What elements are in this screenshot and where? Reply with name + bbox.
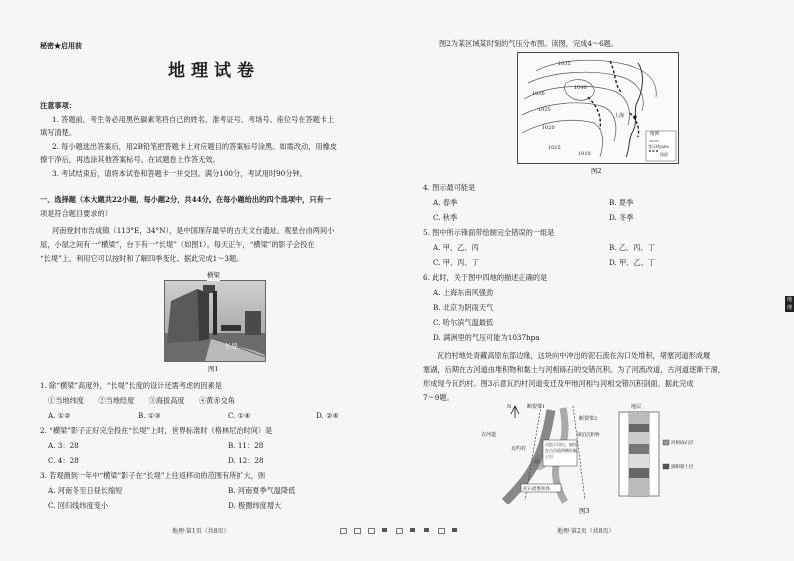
notes-line: 1. 答题前，考生务必用黑色碳素笔将自己的姓名、准考证号、考场号、座位号在答题卡上 [52, 115, 335, 124]
figure3-caption: 图3 [579, 507, 590, 515]
intro-line: 图2为某区域某时刻的气压分布图。读图，完成4～6题。 [439, 39, 619, 48]
notes-heading: 注意事项： [40, 101, 76, 110]
isobar-label: 1035 [558, 61, 571, 67]
question-6-option-a[interactable]: A. 上海东南风强劲 [433, 288, 494, 297]
site-jia-label: 甲 [535, 460, 541, 466]
side-subject-tab: 地理 [786, 297, 792, 311]
question-5-option-d[interactable]: D. 甲、乙、丁 [609, 258, 656, 267]
passage-line: 屋，小屋之间有一“横梁”，台下有一“长堤”（如图1）。每天正午，“横梁”的影子会投在 [40, 240, 315, 249]
village-label: 瓦约村 [511, 446, 527, 452]
question-4-option-c[interactable]: C. 秋季 [433, 213, 458, 222]
footer-page-number: 地理·第2页（共8页） [557, 528, 615, 535]
old-river-label: 古河道 [481, 432, 497, 438]
passage2-line: 瓦约村地处青藏高原东部边缘，这块向中冲出的泥石流在沟口处堆积，堵塞河道形成堰 [437, 351, 711, 360]
legend-clay: 湖相黏土层 [671, 465, 694, 470]
question-1-items: ①当地纬度 ②当地经度 ③海拔高度 ④黄赤交角 [48, 396, 235, 405]
question-5-option-a[interactable]: A. 甲、乙、丙 [433, 243, 479, 252]
divider-square [354, 528, 361, 534]
question-3-option-a[interactable]: A. 河南冬至日昼长缩短 [48, 486, 123, 495]
label-hengliang: 横梁 [207, 271, 220, 279]
footer-page-number: 地理·第1页（共8页） [172, 528, 230, 535]
debris-flow-label: 泥石流堆积体 [523, 487, 550, 492]
figure2-pressure-map [517, 52, 679, 164]
isobar-label: 1030 [532, 91, 545, 97]
question-1-stem: 1. 除“横梁”高度外，“长堤”长度的设计还需考虑的因素是 [40, 381, 222, 390]
question-3-option-c[interactable]: C. 回归线纬度变小 [48, 501, 109, 510]
passage-line: 河南登封市告成镇（113°E，34°N），是中国现存最早的古天文台遗址。观星台由两间小 [52, 226, 335, 235]
isobar-label: 1025 [538, 107, 551, 113]
question-2-option-a[interactable]: A. 3：28 [48, 441, 79, 450]
question-3-stem: 3. 若观测到一年中“横梁”影子在“长堤”上往返移动的范围有所扩大，则 [40, 471, 266, 480]
fault-2-label: 断裂带2 [579, 416, 598, 422]
legend-isobar: 等压线/hPa [648, 144, 669, 149]
isobar-label: 1040 [574, 85, 587, 91]
question-4-option-d[interactable]: D. 冬季 [609, 213, 634, 222]
fault-1-label: 断裂带1 [527, 404, 546, 410]
right-page [397, 0, 794, 561]
figure3 [481, 404, 697, 504]
legend-title: 图例 [650, 132, 659, 137]
question-1-option-a[interactable]: A. ①② [48, 411, 71, 420]
exam-title: 地理试卷 [168, 61, 260, 81]
question-2-stem: 2. “横梁”影子正好完全投在“长堤”上时，世界标准时（格林尼治时间）是 [40, 426, 273, 435]
label-changdi: 长堤 [225, 342, 238, 350]
question-6-option-c[interactable]: C. 哈尔滨气温最低 [433, 318, 494, 327]
section-heading-cont: 项是符合题目要求的） [40, 209, 112, 218]
divider-square [368, 528, 375, 534]
passage-line: “长堤”上，利用它可以按时和了解四季变化。据此完成1～3题。 [40, 254, 244, 263]
incision-note: 河流下切后，披挂在古河道两侧的黏土层 [545, 442, 577, 459]
notes-line: 擦干净后，再选涂其他答案标号。在试题卷上作答无效。 [40, 155, 220, 164]
isobar-label: 1015 [548, 145, 561, 151]
question-6-option-b[interactable]: B. 北京为阴雨天气 [433, 303, 494, 312]
question-2-option-d[interactable]: D. 12：28 [228, 456, 264, 465]
question-1-option-c[interactable]: C. ①④ [228, 411, 251, 420]
legend-gravel: 河相砾石层 [671, 441, 694, 446]
figure1-photo [164, 271, 266, 362]
observatory-illustration [165, 281, 265, 361]
figure2-caption: 图2 [591, 167, 602, 175]
notes-line: 2. 每小题选出答案后，用2B铅笔把答题卡上对应题目的答案标号涂黑。如需改动，用橡皮 [52, 142, 337, 151]
question-6-stem: 6. 此时，关于图中四地的描述正确的是 [423, 273, 548, 282]
lake-sediment-label: 湖泊沉积物 [577, 433, 600, 438]
passage2-line: 形成现今瓦约村。图3示意瓦约村河道变迁及甲地河相与河相交错沉积剖面。据此完成 [423, 379, 694, 388]
question-1-option-b[interactable]: B. ①③ [138, 411, 161, 420]
question-6-option-d[interactable]: D. 满洲里的气压可能为1037hpa [433, 333, 540, 342]
isobar-label: 1010 [578, 151, 591, 157]
divider-square [340, 528, 347, 534]
confidential-label: 秘密★启用前 [40, 41, 82, 50]
passage2-line: 塞湖，后期在古河道由堆积物和黏土与河相砾石的交错沉积。为了河流改道，古河道逐渐干涸， [423, 365, 725, 374]
notes-line: 填写清楚。 [40, 128, 76, 137]
question-4-option-b[interactable]: B. 夏季 [609, 198, 634, 207]
strata-label: 地层 [631, 404, 642, 410]
question-1-option-d[interactable]: D. ②④ [316, 411, 339, 420]
legend-front: 锋面 [660, 152, 668, 157]
question-3-option-b[interactable]: B. 河南夏季气温降低 [228, 486, 296, 495]
city-shanghai: 上海 [614, 113, 625, 119]
question-5-option-c[interactable]: C. 甲、丙、丁 [433, 258, 479, 267]
question-3-option-d[interactable]: D. 极圈纬度增大 [228, 501, 282, 510]
question-4-stem: 4. 图示最可能是 [423, 183, 476, 192]
question-4-option-a[interactable]: A. 春季 [433, 198, 458, 207]
question-2-option-b[interactable]: B. 11：28 [228, 441, 264, 450]
passage2-line: 7～9题。 [423, 393, 454, 402]
question-5-option-b[interactable]: B. 乙、丙、丁 [609, 243, 655, 252]
north-arrow-label: N [507, 404, 512, 410]
divider-square [382, 528, 387, 532]
figure1-caption: 图1 [208, 365, 219, 373]
question-2-option-c[interactable]: C. 4：28 [48, 456, 79, 465]
question-5-stem: 5. 图中所示锋面带绘制完全错误的一组是 [423, 228, 555, 237]
notes-line: 3. 考试结束后，请将本试卷和答题卡一并交回。满分100分，考试用时90分钟。 [52, 169, 307, 178]
isobar-label: 1020 [542, 125, 555, 131]
section-heading: 一、选择题（本大题共22小题，每小题2分，共44分。在每小题给出的四个选项中，只有一 [40, 195, 331, 204]
